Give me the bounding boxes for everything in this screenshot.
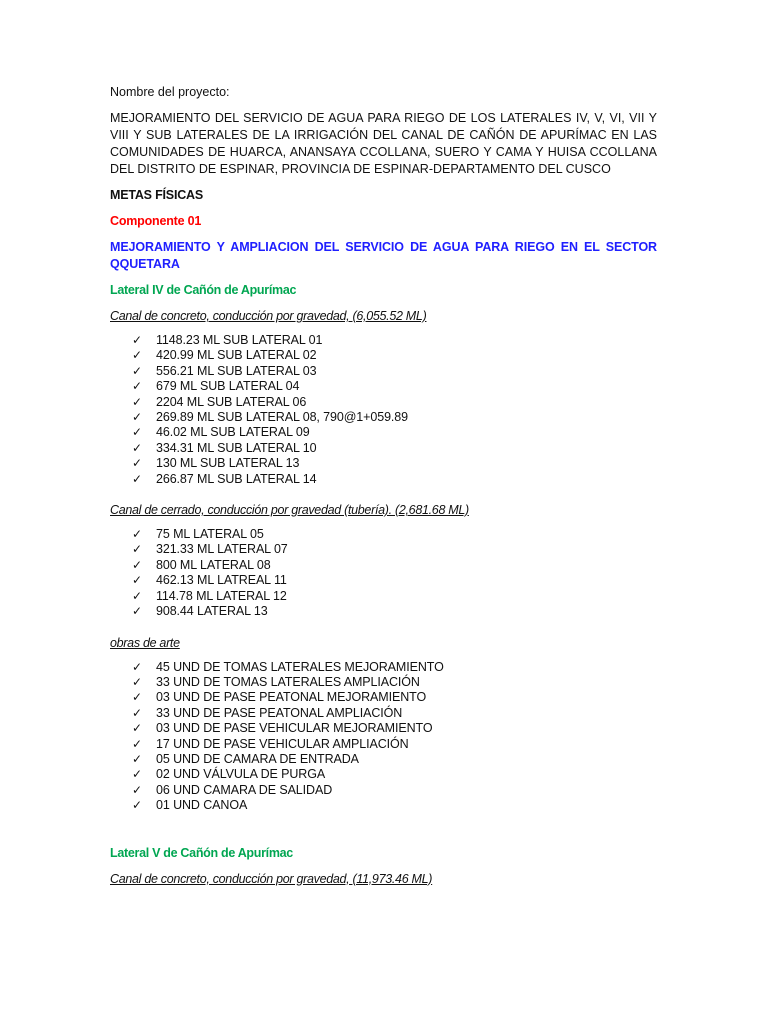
component-title: MEJORAMIENTO Y AMPLIACION DEL SERVICIO DE AGUA PARA RIEGO EN EL SECTOR QQUETARA xyxy=(110,240,657,271)
list-item-text: 33 UND DE TOMAS LATERALES AMPLIACIÓN xyxy=(156,674,420,689)
checkmark-icon: ✓ xyxy=(132,659,142,674)
list-item-text: 45 UND DE TOMAS LATERALES MEJORAMIENTO xyxy=(156,659,444,674)
checkmark-icon: ✓ xyxy=(132,782,142,797)
checkmark-icon: ✓ xyxy=(132,674,142,689)
list-item xyxy=(132,604,657,619)
list-item-text: 75 ML LATERAL 05 xyxy=(156,527,264,542)
list-item-text: 420.99 ML SUB LATERAL 02 xyxy=(156,348,317,363)
list-item xyxy=(132,441,657,456)
list-item xyxy=(132,737,657,752)
list-item-text: 03 UND DE PASE VEHICULAR MEJORAMIENTO xyxy=(156,721,433,736)
checkmark-icon: ✓ xyxy=(132,394,142,409)
list-item xyxy=(132,706,657,721)
list-item xyxy=(132,527,657,542)
list-item xyxy=(132,379,657,394)
list-item-text: 02 UND VÁLVULA DE PURGA xyxy=(156,767,326,782)
list-item xyxy=(132,395,657,410)
list-item-text: 33 UND DE PASE PEATONAL AMPLIACIÓN xyxy=(156,705,403,720)
canal-cerrado-heading: Canal de cerrado, conducción por gravedad (tubería). (2,681.68 ML) xyxy=(110,503,469,518)
checkmark-icon: ✓ xyxy=(132,588,142,603)
list-item-text: 556.21 ML SUB LATERAL 03 xyxy=(156,363,317,378)
lateral-iv-heading: Lateral IV de Cañón de Apurímac xyxy=(110,283,297,297)
list-item xyxy=(132,456,657,471)
project-label: Nombre del proyecto: xyxy=(110,85,230,99)
document-page xyxy=(110,84,657,896)
checkmark-icon: ✓ xyxy=(132,440,142,455)
checkmark-icon: ✓ xyxy=(132,456,142,471)
checkmark-icon: ✓ xyxy=(132,471,142,486)
checkmark-icon: ✓ xyxy=(132,573,142,588)
list-item xyxy=(132,752,657,767)
list-item-text: 679 ML SUB LATERAL 04 xyxy=(156,379,300,394)
list-item xyxy=(132,783,657,798)
list-item-text: 269.89 ML SUB LATERAL 08, 790@1+059.89 xyxy=(156,410,408,425)
checkmark-icon: ✓ xyxy=(132,379,142,394)
list-item-text: 800 ML LATERAL 08 xyxy=(156,557,271,572)
checkmark-icon: ✓ xyxy=(132,410,142,425)
metas-heading: METAS FÍSICAS xyxy=(110,188,204,202)
list-item-text: 01 UND CANOA xyxy=(156,798,248,813)
list-item xyxy=(132,410,657,425)
list-item xyxy=(132,542,657,557)
list-item xyxy=(132,348,657,363)
obras-de-arte-list xyxy=(110,660,657,814)
list-item-text: 17 UND DE PASE VEHICULAR AMPLIACIÓN xyxy=(156,736,409,751)
checkmark-icon: ✓ xyxy=(132,705,142,720)
list-item xyxy=(132,472,657,487)
list-item xyxy=(132,333,657,348)
checkmark-icon: ✓ xyxy=(132,363,142,378)
checkmark-icon: ✓ xyxy=(132,690,142,705)
list-item-text: 03 UND DE PASE PEATONAL MEJORAMIENTO xyxy=(156,690,427,705)
list-item xyxy=(132,690,657,705)
list-item-text: 462.13 ML LATREAL 11 xyxy=(156,573,287,588)
checkmark-icon: ✓ xyxy=(132,767,142,782)
list-item-text: 266.87 ML SUB LATERAL 14 xyxy=(156,471,317,486)
lateral-v-canal-concreto-heading: Canal de concreto, conducción por gravedad, (11,973.46 ML) xyxy=(110,871,433,886)
checkmark-icon: ✓ xyxy=(132,751,142,766)
checkmark-icon: ✓ xyxy=(132,721,142,736)
list-item xyxy=(132,675,657,690)
component-label: Componente 01 xyxy=(110,214,202,228)
section-spacer xyxy=(110,829,657,845)
list-item-text: 06 UND CAMARA DE SALIDAD xyxy=(156,782,333,797)
list-item-text: 908.44 LATERAL 13 xyxy=(156,604,268,619)
list-item-text: 130 ML SUB LATERAL 13 xyxy=(156,456,300,471)
list-item xyxy=(132,558,657,573)
list-item xyxy=(132,589,657,604)
list-item xyxy=(132,660,657,675)
obras-de-arte-heading: obras de arte xyxy=(110,635,180,650)
list-item xyxy=(132,721,657,736)
canal-concreto-heading: Canal de concreto, conducción por gravedad, (6,055.52 ML) xyxy=(110,309,427,323)
canal-concreto-list xyxy=(110,333,657,487)
lateral-v-heading: Lateral V de Cañón de Apurímac xyxy=(110,845,293,860)
list-item xyxy=(132,425,657,440)
list-item xyxy=(132,573,657,588)
list-item-text: 321.33 ML LATERAL 07 xyxy=(156,542,288,557)
canal-cerrado-list xyxy=(110,527,657,619)
list-item-text: 05 UND DE CAMARA DE ENTRADA xyxy=(156,751,359,766)
list-item-text: 114.78 ML LATERAL 12 xyxy=(156,588,287,603)
list-item xyxy=(132,364,657,379)
list-item-text: 46.02 ML SUB LATERAL 09 xyxy=(156,425,310,440)
checkmark-icon: ✓ xyxy=(132,348,142,363)
checkmark-icon: ✓ xyxy=(132,798,142,813)
checkmark-icon: ✓ xyxy=(132,333,142,347)
list-item-text: 334.31 ML SUB LATERAL 10 xyxy=(156,440,317,455)
checkmark-icon: ✓ xyxy=(132,527,142,542)
list-item-text: 1148.23 ML SUB LATERAL 01 xyxy=(156,333,323,347)
list-item xyxy=(132,798,657,813)
list-item-text: 2204 ML SUB LATERAL 06 xyxy=(156,394,307,409)
list-item xyxy=(132,767,657,782)
checkmark-icon: ✓ xyxy=(132,736,142,751)
checkmark-icon: ✓ xyxy=(132,557,142,572)
checkmark-icon: ✓ xyxy=(132,425,142,440)
project-title: MEJORAMIENTO DEL SERVICIO DE AGUA PARA RIEGO DE LOS LATERALES IV, V, VI, VII Y VIII Y SUB LATERALES DE LA IRRIGACIÓN DEL CANAL DE CAÑÓN DE APURÍMAC EN LAS COMUNIDADES DE HUARCA, ANANSAYA CCOLLANA, SUERO Y CAMA Y HUISA CCOLLANA DEL DISTRITO DE ESPINAR, PROVINCIA DE ESPINAR-DEPARTAMENTO DEL CUSCO xyxy=(110,111,657,176)
checkmark-icon: ✓ xyxy=(132,542,142,557)
checkmark-icon: ✓ xyxy=(132,604,142,619)
